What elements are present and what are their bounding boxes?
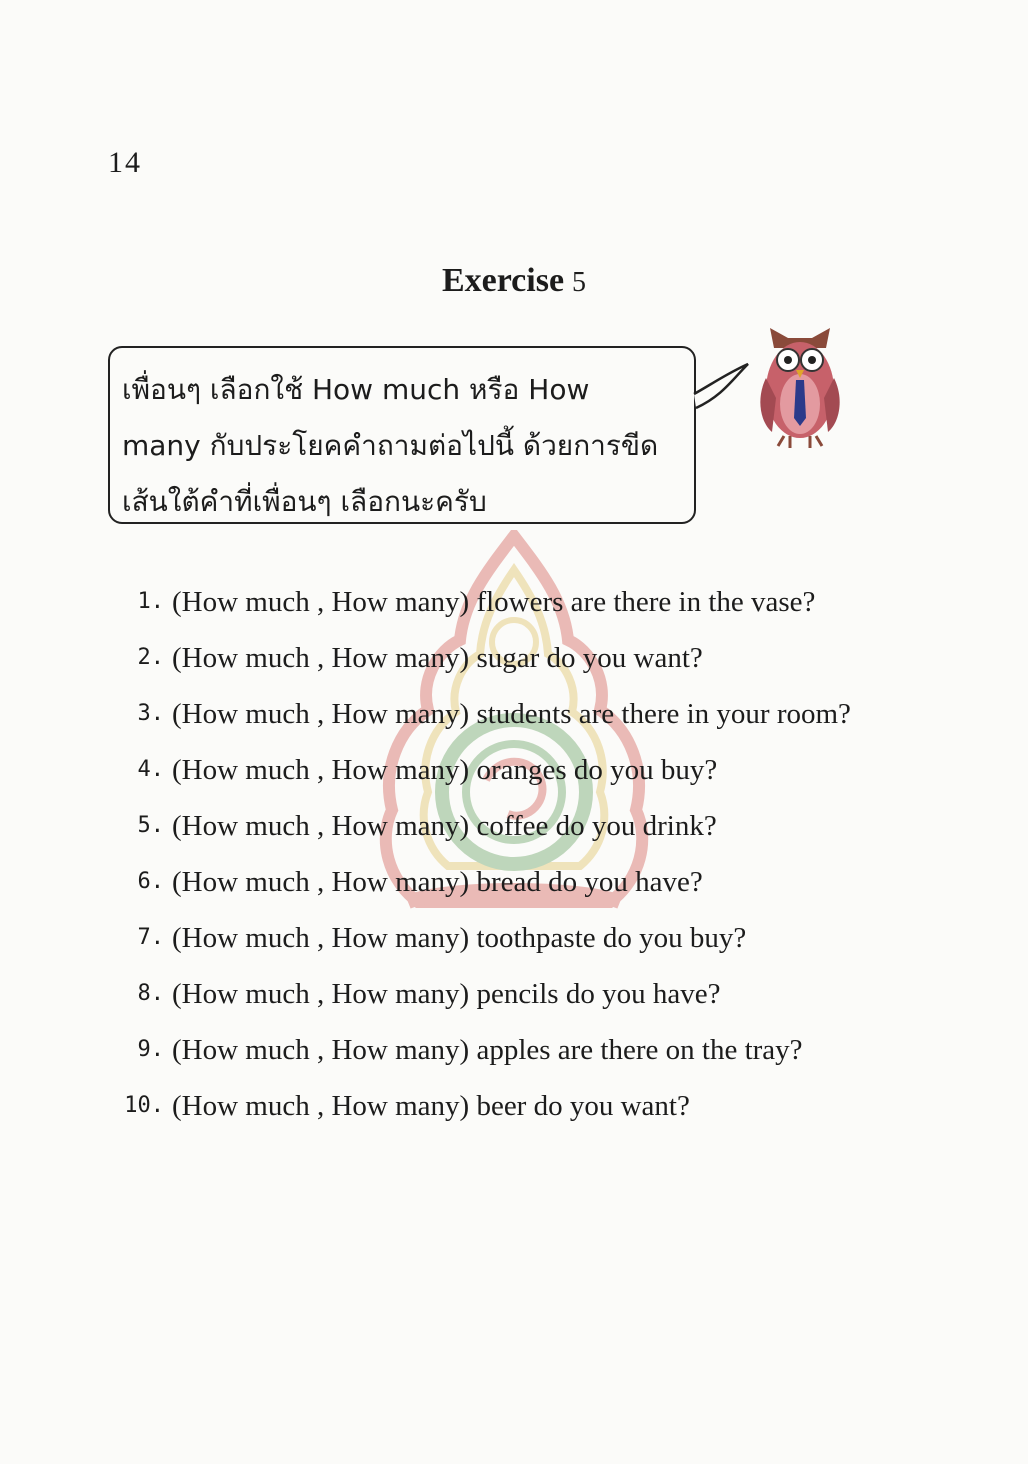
question-number: 9. bbox=[137, 1037, 164, 1062]
list-item bbox=[108, 742, 900, 798]
instruction-line-3: เส้นใต้คำที่เพื่อนๆ เลือกนะครับ bbox=[122, 485, 487, 518]
question-text: (How much , How many) oranges do you buy? bbox=[172, 754, 718, 786]
question-text: (How much , How many) coffee do you drink? bbox=[172, 810, 717, 842]
exercise-number: 5 bbox=[572, 267, 587, 298]
question-text: (How much , How many) bread do you have? bbox=[172, 866, 703, 898]
question-list bbox=[108, 574, 900, 1134]
question-number: 10. bbox=[124, 1093, 164, 1118]
instruction-line-1: เพื่อนๆ เลือกใช้ How much หรือ How bbox=[122, 373, 590, 406]
list-item bbox=[108, 798, 900, 854]
question-text: (How much , How many) apples are there on the tray? bbox=[172, 1034, 803, 1066]
question-text: (How much , How many) toothpaste do you buy? bbox=[172, 922, 747, 954]
question-text: (How much , How many) pencils do you have? bbox=[172, 978, 721, 1010]
list-item bbox=[108, 1022, 900, 1078]
question-number: 2. bbox=[137, 645, 164, 670]
question-number: 3. bbox=[137, 701, 164, 726]
list-item bbox=[108, 966, 900, 1022]
question-number: 1. bbox=[137, 589, 164, 614]
page-number: 14 bbox=[108, 146, 142, 179]
question-text: (How much , How many) flowers are there in the vase? bbox=[172, 586, 816, 618]
question-number: 8. bbox=[137, 981, 164, 1006]
instruction-line-2: many กับประโยคคำถามต่อไปนี้ ด้วยการขีด bbox=[122, 429, 659, 462]
list-item bbox=[108, 910, 900, 966]
exercise-label: Exercise bbox=[441, 262, 565, 299]
list-item bbox=[108, 574, 900, 630]
list-item bbox=[108, 1078, 900, 1134]
question-text: (How much , How many) sugar do you want? bbox=[172, 642, 703, 674]
speech-bubble-tail bbox=[692, 360, 752, 410]
question-text: (How much , How many) beer do you want? bbox=[172, 1090, 690, 1122]
exercise-title bbox=[0, 262, 1028, 300]
question-number: 5. bbox=[137, 813, 164, 838]
list-item bbox=[108, 854, 900, 910]
question-number: 4. bbox=[137, 757, 164, 782]
instruction-speech-bubble bbox=[108, 346, 696, 524]
owl-mascot-icon bbox=[754, 318, 846, 450]
list-item bbox=[108, 686, 900, 742]
question-text: (How much , How many) students are there in your room? bbox=[172, 698, 851, 730]
question-number: 7. bbox=[137, 925, 164, 950]
question-number: 6. bbox=[137, 869, 164, 894]
list-item bbox=[108, 630, 900, 686]
